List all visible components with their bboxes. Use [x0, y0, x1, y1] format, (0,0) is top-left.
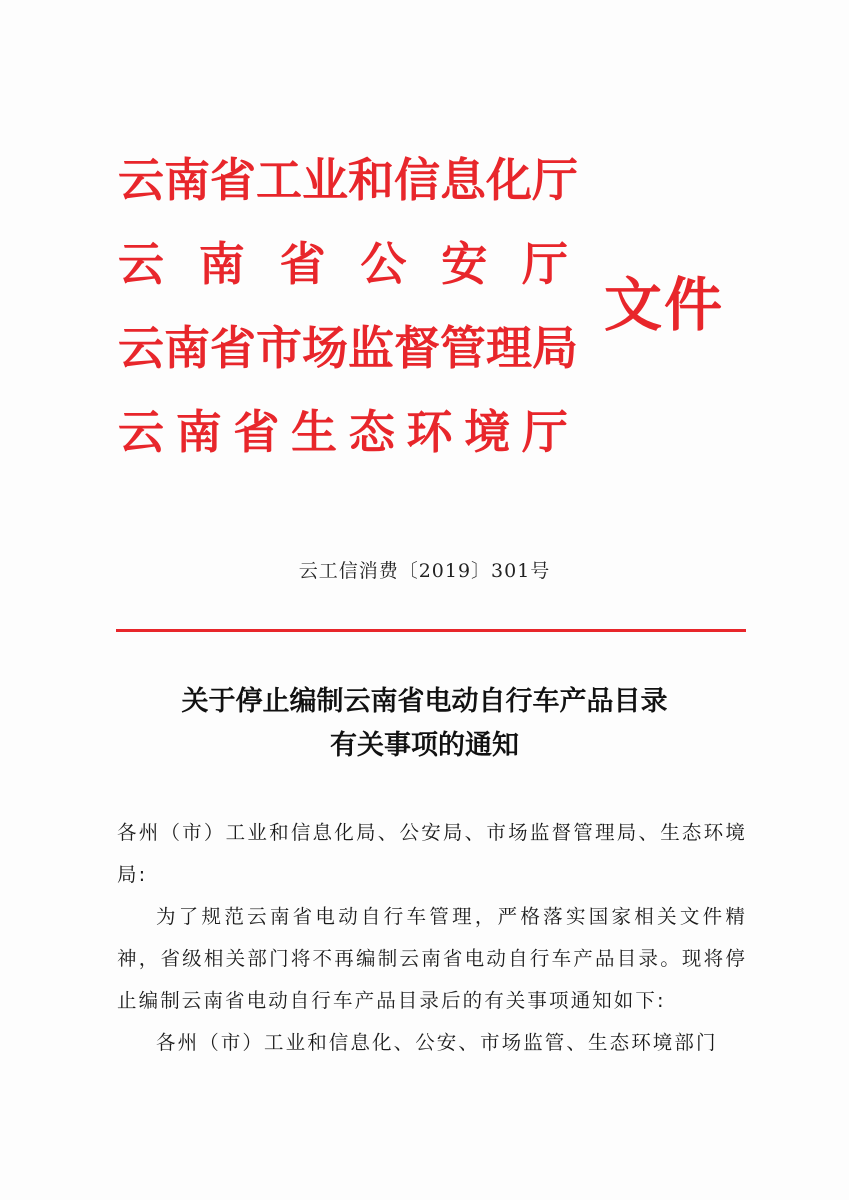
body-paragraph-1: 为了规范云南省电动自行车管理，严格落实国家相关文件精神，省级相关部门将不再编制云南省电动自行车产品目录。现将停止编制云南省电动自行车产品目录后的有关事项通知如下: [117, 905, 747, 1012]
issuer-char: 云 [118, 321, 164, 375]
issuer-line-2 [118, 222, 568, 306]
issuer-char: 局 [532, 321, 578, 375]
issuer-char: 安 [441, 237, 488, 291]
issuer-char: 南 [164, 321, 210, 375]
issuer-char: 监 [348, 321, 394, 375]
issuer-char: 工 [256, 153, 302, 207]
issuer-char: 生 [291, 405, 338, 459]
issuer-char: 省 [233, 405, 280, 459]
issuer-char: 云 [118, 237, 164, 291]
red-divider-line [116, 629, 746, 632]
issuer-char: 南 [164, 153, 210, 207]
issuer-char: 管 [440, 321, 486, 375]
issuer-char: 南 [175, 405, 222, 459]
issuer-char: 化 [486, 153, 532, 207]
notice-body [117, 812, 747, 1064]
issuer-char: 理 [486, 321, 532, 375]
issuer-char: 息 [440, 153, 486, 207]
notice-title-line-1: 关于停止编制云南省电动自行车产品目录 [181, 686, 668, 717]
issuer-char: 督 [394, 321, 440, 375]
issuer-char: 省 [210, 153, 256, 207]
issuer-char: 境 [464, 405, 511, 459]
issuer-char: 市 [256, 321, 302, 375]
issuer-line-3 [118, 306, 578, 390]
issuer-char: 省 [279, 237, 326, 291]
notice-title [0, 680, 849, 768]
issuer-line-4 [118, 390, 568, 474]
body-paragraph-2: 各州（市）工业和信息化、公安、市场监管、生态环境部门 [156, 1031, 718, 1054]
issuer-char: 和 [348, 153, 394, 207]
issuer-char: 云 [118, 153, 164, 207]
issuer-char: 信 [394, 153, 440, 207]
doc-type-label: 文件 [604, 271, 725, 339]
issuer-char: 厅 [521, 405, 568, 459]
issuer-char: 公 [360, 237, 407, 291]
addressee: 各州（市）工业和信息化局、公安局、市场监督管理局、生态环境局: [117, 821, 747, 886]
issuer-char: 场 [302, 321, 348, 375]
issuer-block [118, 138, 578, 474]
issuer-char: 厅 [521, 237, 568, 291]
issuer-char: 厅 [532, 153, 578, 207]
issuer-char: 省 [210, 321, 256, 375]
issuer-line-1 [118, 138, 578, 222]
issuer-char: 业 [302, 153, 348, 207]
notice-title-line-2: 有关事项的通知 [330, 730, 519, 761]
issuer-char: 南 [198, 237, 245, 291]
issuer-char: 环 [406, 405, 453, 459]
document-number: 云工信消费〔2019〕301号 [298, 560, 551, 582]
issuer-char: 态 [348, 405, 395, 459]
issuer-char: 云 [118, 405, 164, 459]
